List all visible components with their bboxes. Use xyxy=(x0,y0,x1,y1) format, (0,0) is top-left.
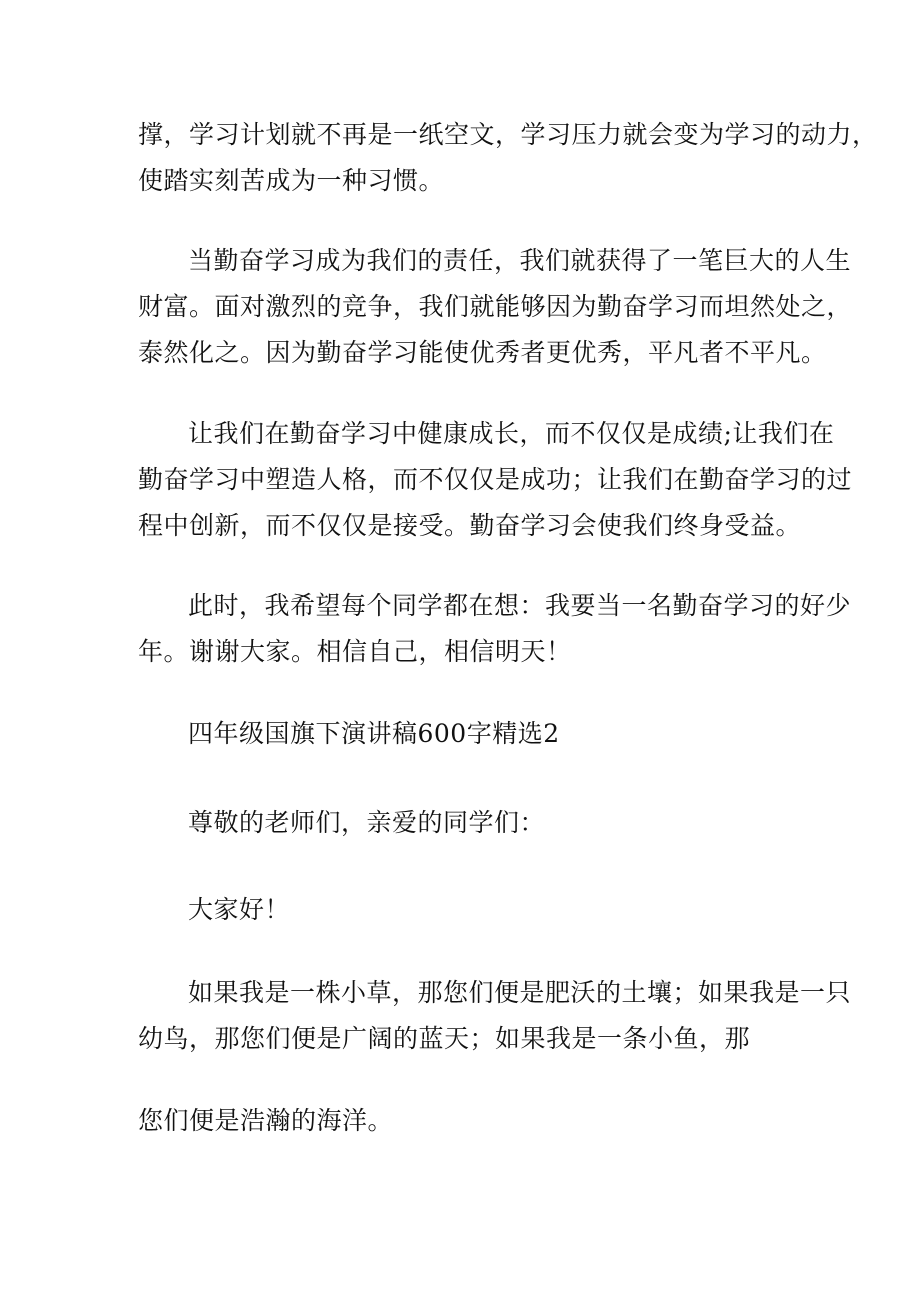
paragraph-2-line-1: 当勤奋学习成为我们的责任，我们就获得了一笔巨大的人生 xyxy=(188,246,852,275)
paragraph-4-line-1: 此时，我希望每个同学都在想：我要当一名勤奋学习的好少 xyxy=(188,591,852,620)
paragraph-5-line-1: 如果我是一株小草，那您们便是肥沃的土壤；如果我是一只 xyxy=(188,978,852,1007)
paragraph-2-line-3: 泰然化之。因为勤奋学习能使优秀者更优秀，平凡者不平凡。 xyxy=(138,338,827,367)
paragraph-3-line-1: 让我们在勤奋学习中健康成长，而不仅仅是成绩;让我们在 xyxy=(188,419,835,448)
paragraph-1-line-2: 使踏实刻苦成为一种习惯。 xyxy=(138,166,445,195)
section-heading: 四年级国旗下演讲稿600字精选2 xyxy=(188,719,560,748)
paragraph-4-line-2: 年。谢谢大家。相信自己，相信明天！ xyxy=(138,637,572,666)
paragraph-3-line-2: 勤奋学习中塑造人格，而不仅仅是成功；让我们在勤奋学习的过 xyxy=(138,465,853,494)
paragraph-1-line-1: 撑，学习计划就不再是一纸空文，学习压力就会变为学习的动力， xyxy=(138,120,878,149)
paragraph-5-line-2: 幼鸟，那您们便是广阔的蓝天；如果我是一条小鱼，那 xyxy=(138,1024,751,1053)
greeting: 大家好！ xyxy=(188,895,291,924)
paragraph-5-line-3: 您们便是浩瀚的海洋。 xyxy=(138,1106,394,1135)
salutation: 尊敬的老师们，亲爱的同学们： xyxy=(188,808,546,837)
paragraph-3-line-3: 程中创新，而不仅仅是接受。勤奋学习会使我们终身受益。 xyxy=(138,511,802,540)
paragraph-2-line-2: 财富。面对激烈的竞争，我们就能够因为勤奋学习而坦然处之， xyxy=(138,292,853,321)
